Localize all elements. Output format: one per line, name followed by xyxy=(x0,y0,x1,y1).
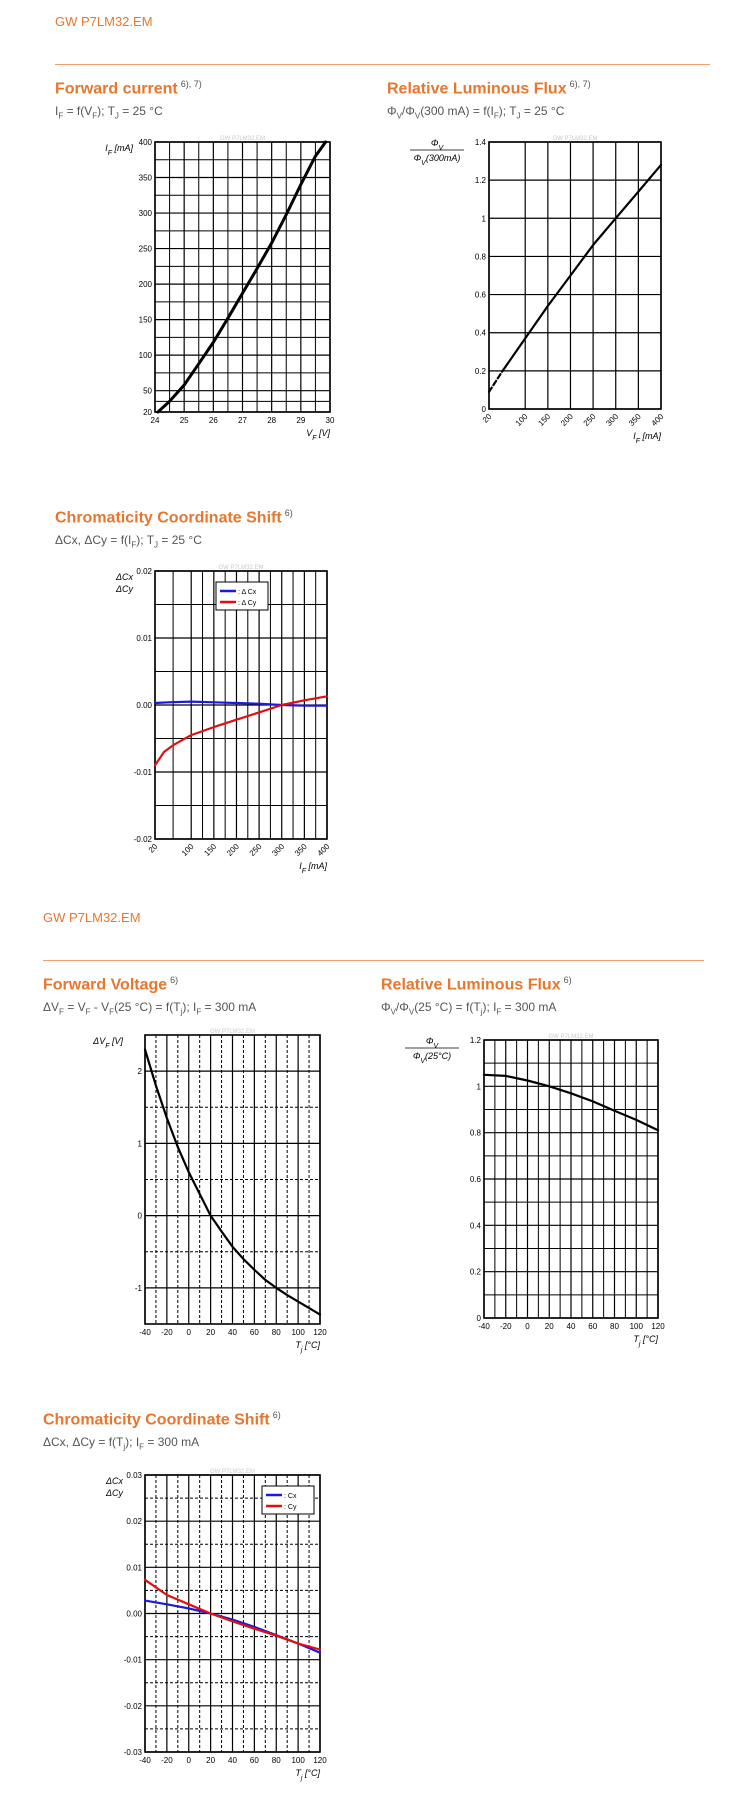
subscript: F xyxy=(196,1007,202,1017)
y-tick-label: 0.01 xyxy=(126,1563,142,1573)
chart-title-text: Forward current xyxy=(55,80,178,98)
subscript: J xyxy=(154,540,159,550)
y-tick-label: 1 xyxy=(481,214,486,224)
label-text: [V] xyxy=(316,428,330,438)
plot-frame xyxy=(489,142,661,409)
x-axis-label xyxy=(633,431,661,445)
subscript: F xyxy=(58,111,64,121)
label-text: Φ xyxy=(430,138,439,148)
legend-label: : Cy xyxy=(284,1504,297,1511)
y-tick-label: 1.4 xyxy=(474,138,486,147)
x-tick-label: 60 xyxy=(588,1322,598,1331)
y-tick-label: 0.02 xyxy=(136,567,152,576)
subscript: F xyxy=(139,1442,145,1452)
y-tick-label: 0.00 xyxy=(136,701,152,710)
x-tick-label: 40 xyxy=(228,1328,237,1337)
footnote-ref: 6), 7) xyxy=(569,79,591,89)
label-text: I xyxy=(633,431,636,441)
subscript: V xyxy=(420,1057,426,1065)
watermark: GW P7LM32.EM xyxy=(552,136,598,142)
subscript: F xyxy=(109,1007,115,1017)
subscript: F xyxy=(131,540,137,550)
subscript: J xyxy=(114,111,119,121)
subscript: j xyxy=(123,1442,126,1452)
y-axis-label-numerator xyxy=(426,1036,440,1050)
subtitle-text: = 25 °C xyxy=(520,104,565,118)
y-tick-label: 250 xyxy=(138,244,152,254)
y-tick-label: 0.02 xyxy=(126,1517,142,1527)
subtitle-text: - V xyxy=(90,1000,110,1014)
y-tick-label: 50 xyxy=(143,386,152,396)
subtitle-text: ΔCx, ΔCy = f(T xyxy=(43,1435,124,1449)
y-tick-label: 200 xyxy=(138,280,152,290)
x-tick-label: 80 xyxy=(610,1322,619,1331)
x-tick-label: 100 xyxy=(179,842,196,858)
y-tick-label: 0 xyxy=(481,405,486,414)
subscript: F xyxy=(635,437,640,445)
x-tick-label: 100 xyxy=(513,412,530,428)
subscript: F xyxy=(493,111,499,121)
x-tick-label: 0 xyxy=(186,1328,191,1337)
y-tick-label: 1.2 xyxy=(474,176,486,186)
label-text: [°C] xyxy=(302,1768,320,1778)
footnote-ref: 6) xyxy=(272,1410,281,1420)
y-tick-label: 0 xyxy=(137,1211,142,1221)
x-axis-label xyxy=(299,861,327,875)
x-tick-label: 120 xyxy=(651,1322,665,1331)
subscript: j xyxy=(300,1346,303,1354)
label-text: T xyxy=(295,1768,301,1778)
label-text: [mA] xyxy=(639,431,661,441)
legend-label: : Cx xyxy=(284,1493,297,1500)
x-tick-label: 120 xyxy=(313,1328,327,1337)
y-tick-label: 300 xyxy=(138,209,152,219)
label-text: Φ xyxy=(413,153,422,163)
y-tick-label: 0.03 xyxy=(126,1471,142,1480)
chart-relative-flux-vs-current xyxy=(410,136,666,445)
footnote-ref: 6), 7) xyxy=(180,79,202,89)
y-tick-label: 350 xyxy=(138,173,152,183)
y-axis-label-denominator xyxy=(414,153,461,167)
subtitle-text: ); T xyxy=(97,104,115,118)
subscript: V xyxy=(414,111,421,121)
y-tick-label: -0.03 xyxy=(123,1748,142,1757)
x-tick-label: 20 xyxy=(206,1756,216,1765)
watermark: GW P7LM32.EM xyxy=(209,1029,256,1035)
y-tick-label: 0.2 xyxy=(469,1267,481,1277)
y-tick-label: 0.4 xyxy=(469,1221,481,1231)
x-tick-label: 100 xyxy=(629,1322,643,1331)
x-tick-label: -40 xyxy=(139,1328,151,1337)
subtitle-text: ΔCx, ΔCy = f(I xyxy=(55,533,132,547)
subtitle-text: ΔV xyxy=(43,1000,60,1014)
subtitle-text: = 25 °C xyxy=(158,533,202,547)
x-tick-label: -40 xyxy=(139,1756,151,1765)
y-axis-label xyxy=(92,1036,123,1050)
x-axis-label xyxy=(295,1340,320,1354)
x-tick-label: -40 xyxy=(478,1322,490,1331)
label-text: [mA] xyxy=(111,143,133,153)
watermark: GW P7LM32.EM xyxy=(548,1034,594,1040)
subtitle-text: = 300 mA xyxy=(501,1000,557,1014)
x-tick-label: 60 xyxy=(249,1328,259,1337)
subscript: j xyxy=(480,1007,483,1017)
label-text: Φ xyxy=(425,1036,434,1046)
chart-title-text: Relative Luminous Flux xyxy=(387,80,567,98)
y-tick-label: 1.2 xyxy=(469,1036,481,1045)
y-axis-label xyxy=(105,143,133,157)
chart-chromaticity-vs-current xyxy=(115,565,332,875)
subtitle-text: ); T xyxy=(498,104,517,118)
x-tick-label: 120 xyxy=(313,1756,327,1765)
label-text: Φ xyxy=(412,1051,421,1061)
y-axis-label: ΔCy xyxy=(105,1488,123,1498)
y-tick-label: 2 xyxy=(137,1067,142,1077)
x-tick-label: -20 xyxy=(161,1756,173,1765)
watermark: GW P7LM32.EM xyxy=(218,565,264,571)
legend-label: : Δ Cy xyxy=(238,600,257,607)
y-tick-label: 0 xyxy=(476,1314,481,1323)
subscript: V xyxy=(438,144,444,152)
label-text: I xyxy=(299,861,302,871)
x-tick-label: 20 xyxy=(480,412,494,425)
subtitle-text: = f(V xyxy=(63,104,93,118)
y-axis-label-denominator xyxy=(413,1051,451,1065)
x-tick-label: 100 xyxy=(291,1328,305,1337)
y-tick-label: -0.02 xyxy=(133,835,152,844)
subtitle-text: = V xyxy=(63,1000,86,1014)
x-tick-label: 20 xyxy=(146,842,160,855)
y-tick-label: 0.01 xyxy=(136,634,152,643)
y-tick-label: 0.6 xyxy=(474,290,486,300)
footnote-ref: 6) xyxy=(284,508,293,518)
x-tick-label: 400 xyxy=(649,412,666,428)
x-tick-label: 350 xyxy=(626,412,643,428)
subscript: F xyxy=(92,111,98,121)
subtitle-text: (25 °C) = f(T xyxy=(114,1000,181,1014)
subtitle-text: ); I xyxy=(182,1000,197,1014)
subscript: F xyxy=(85,1007,91,1017)
legend-label: : Δ Cx xyxy=(238,589,257,596)
x-tick-label: 80 xyxy=(271,1328,281,1337)
x-tick-label: 100 xyxy=(291,1756,305,1765)
y-tick-label: 0.00 xyxy=(126,1609,142,1619)
label-text: V xyxy=(306,428,313,438)
subtitle-text: Φ xyxy=(387,104,397,118)
watermark: GW P7LM32.EM xyxy=(209,1469,256,1475)
x-tick-label: 20 xyxy=(206,1328,216,1337)
label-text: ΔV xyxy=(93,1036,106,1046)
x-tick-label: 150 xyxy=(202,842,219,858)
series-line-dashed xyxy=(489,371,503,392)
x-tick-label: 40 xyxy=(566,1322,576,1331)
y-tick-label: 0.8 xyxy=(469,1128,481,1138)
chart-title-text: Forward Voltage xyxy=(43,976,168,994)
subtitle-text: /Φ xyxy=(401,104,415,118)
y-axis-label: ΔCx xyxy=(105,1476,123,1486)
x-tick-label: 350 xyxy=(292,842,309,858)
y-tick-label: 150 xyxy=(138,315,152,325)
y-axis-label: ΔCy xyxy=(115,584,133,594)
subscript: j xyxy=(300,1774,303,1782)
label-text: T xyxy=(295,1340,301,1350)
x-tick-label: 400 xyxy=(315,842,332,858)
subscript: J xyxy=(516,111,521,121)
x-tick-label: 200 xyxy=(559,412,575,428)
y-tick-label: 0.4 xyxy=(474,328,486,338)
chart-relative-flux-vs-temp xyxy=(405,1034,665,1348)
x-tick-label: 0 xyxy=(525,1322,530,1331)
subscript: V xyxy=(421,159,426,167)
y-tick-label: 400 xyxy=(138,138,152,147)
y-tick-label: 1 xyxy=(476,1082,481,1092)
x-axis-label xyxy=(633,1334,658,1348)
subscript: F xyxy=(312,434,317,442)
subtitle-text: ); T xyxy=(136,533,155,547)
subscript: F xyxy=(105,1042,110,1050)
y-axis-label-numerator xyxy=(431,138,445,152)
x-tick-label: -20 xyxy=(499,1322,512,1331)
x-tick-label: 80 xyxy=(271,1756,281,1765)
subtitle-text: (300 mA) = f(I xyxy=(420,104,494,118)
footnote-ref: 6) xyxy=(170,975,179,985)
subscript: j xyxy=(638,1340,641,1348)
footnote-ref: 6) xyxy=(563,975,572,985)
subtitle-text: I xyxy=(55,104,59,118)
subtitle-text: Φ xyxy=(381,1000,391,1014)
y-tick-label: 0.8 xyxy=(474,252,486,262)
x-tick-label: 200 xyxy=(225,842,241,858)
subscript: F xyxy=(107,149,112,157)
subscript: F xyxy=(301,867,306,875)
y-tick-label: 1 xyxy=(137,1139,142,1149)
y-tick-label: -0.02 xyxy=(123,1701,142,1711)
chart-title-text: Chromaticity Coordinate Shift xyxy=(55,509,282,527)
y-tick-label: 20 xyxy=(143,408,152,417)
x-tick-label: 300 xyxy=(270,842,287,858)
x-tick-label: 29 xyxy=(296,416,306,425)
x-tick-label: 25 xyxy=(179,416,189,425)
x-tick-label: 24 xyxy=(150,416,160,425)
x-tick-label: 60 xyxy=(249,1756,259,1765)
watermark: GW P7LM32.EM xyxy=(219,136,266,142)
label-text: (300mA) xyxy=(425,153,461,163)
label-text: [mA] xyxy=(305,861,327,871)
subtitle-text: /Φ xyxy=(395,1000,409,1014)
x-tick-label: 250 xyxy=(247,842,264,858)
subtitle-text: ); I xyxy=(125,1435,140,1449)
y-tick-label: -1 xyxy=(134,1283,142,1293)
y-axis-label: ΔCx xyxy=(115,572,133,582)
subscript: V xyxy=(433,1042,439,1050)
chart-title-text: Relative Luminous Flux xyxy=(381,976,561,994)
x-tick-label: 40 xyxy=(228,1756,237,1765)
x-tick-label: -20 xyxy=(161,1328,173,1337)
chart-title-text: Chromaticity Coordinate Shift xyxy=(43,1411,270,1429)
label-text: [°C] xyxy=(640,1334,658,1344)
y-tick-label: -0.01 xyxy=(123,1655,142,1665)
y-tick-label: 100 xyxy=(138,351,152,361)
subscript: F xyxy=(496,1007,502,1017)
x-axis-label xyxy=(306,428,330,442)
label-text: T xyxy=(633,1334,639,1344)
subtitle-text: ); I xyxy=(482,1000,497,1014)
x-tick-label: 20 xyxy=(544,1322,554,1331)
x-tick-label: 27 xyxy=(238,416,247,425)
x-tick-label: 150 xyxy=(536,412,553,428)
chart-forward-voltage xyxy=(92,1029,327,1354)
subtitle-text: = 25 °C xyxy=(118,104,163,118)
subtitle-text: (25 °C) = f(T xyxy=(414,1000,481,1014)
subscript: V xyxy=(390,1007,396,1017)
x-tick-label: 250 xyxy=(581,412,598,428)
series-line-relflux xyxy=(503,165,661,371)
label-text: [°C] xyxy=(302,1340,320,1350)
x-tick-label: 30 xyxy=(325,416,335,425)
y-tick-label: 0.2 xyxy=(474,366,486,376)
label-text: (25°C) xyxy=(425,1051,452,1061)
subscript: V xyxy=(408,1007,415,1017)
label-text: [V] xyxy=(109,1036,123,1046)
chart-chromaticity-vs-temp xyxy=(105,1469,327,1782)
subtitle-text: = 300 mA xyxy=(201,1000,257,1014)
y-tick-label: -0.01 xyxy=(133,768,152,777)
subtitle-text: = 300 mA xyxy=(144,1435,200,1449)
subscript: V xyxy=(396,111,402,121)
x-tick-label: 28 xyxy=(267,416,277,425)
doc-header: GW P7LM32.EM xyxy=(55,14,153,29)
doc-header: GW P7LM32.EM xyxy=(43,910,141,925)
x-tick-label: 26 xyxy=(208,416,218,425)
x-axis-label xyxy=(295,1768,320,1782)
x-tick-label: 300 xyxy=(604,412,621,428)
y-tick-label: 0.6 xyxy=(469,1175,481,1184)
label-text: I xyxy=(105,143,108,153)
x-tick-label: 0 xyxy=(186,1756,191,1765)
subscript: F xyxy=(59,1007,64,1017)
chart-forward-current xyxy=(105,136,335,442)
subscript: j xyxy=(180,1007,183,1017)
